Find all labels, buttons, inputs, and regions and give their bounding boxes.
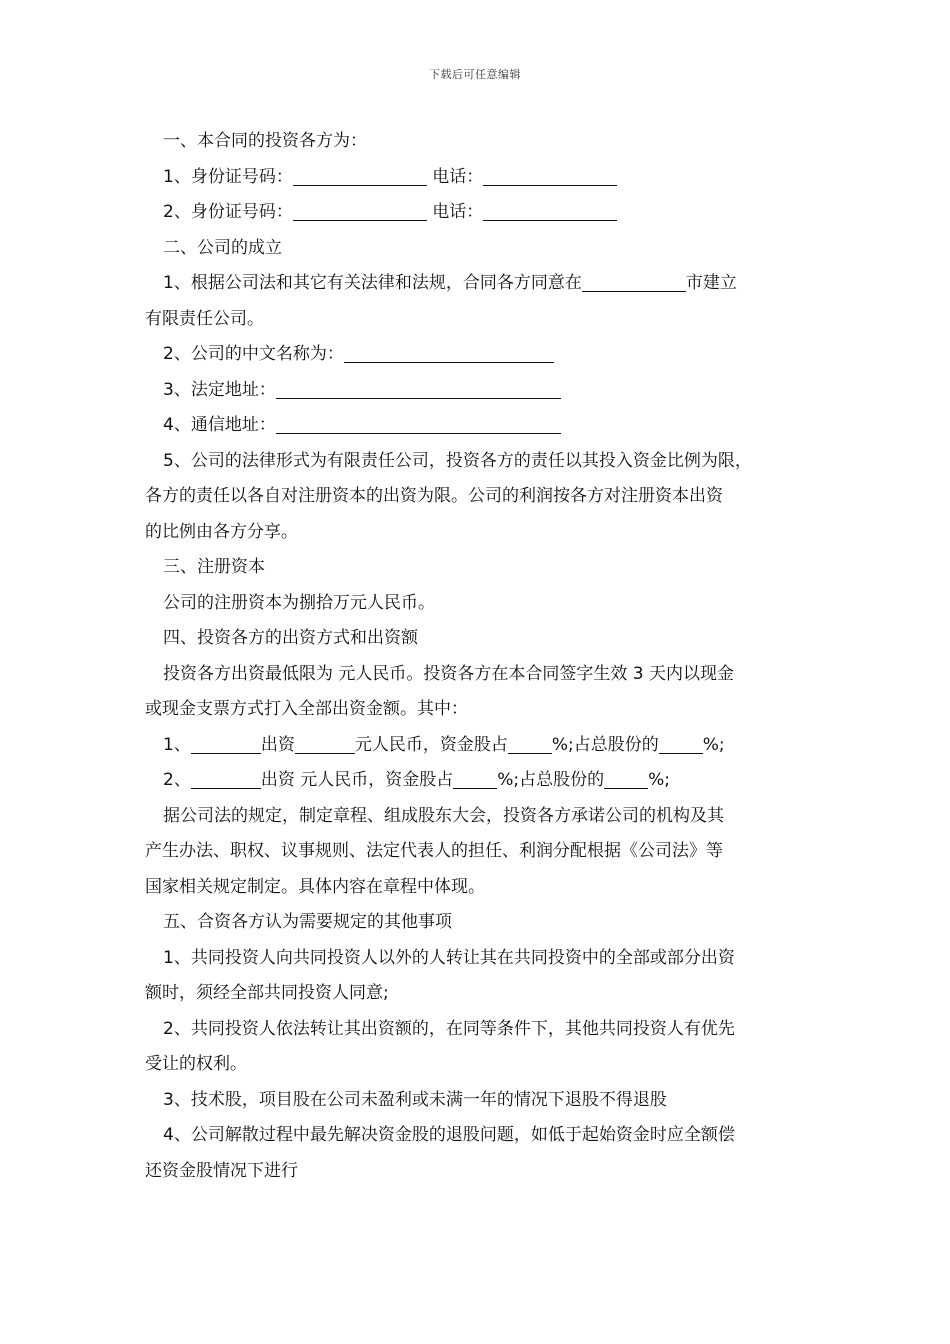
legal-address-row xyxy=(145,373,817,409)
paragraph-text: 元人民币，资金股占 xyxy=(354,734,508,755)
paragraph-text: 各方的责任以各自对注册资本的出资为限。公司的利润按各方对注册资本出资 xyxy=(145,486,723,506)
investor-1-row xyxy=(145,160,817,196)
chinese-name-blank[interactable] xyxy=(344,344,554,363)
mailing-address-blank[interactable] xyxy=(276,415,561,434)
paragraph-text: 产生办法、职权、议事规则、法定代表人的担任、利润分配根据《公司法》等 xyxy=(145,841,723,861)
investor-2-row xyxy=(145,195,817,231)
mailing-address-row xyxy=(145,408,817,444)
establishment-line xyxy=(145,266,817,302)
paragraph-text: 出资 xyxy=(260,734,295,755)
section-2-title: 二、公司的成立 xyxy=(163,237,282,258)
paragraph-text: 额时，须经全部共同投资人同意; xyxy=(145,983,389,1003)
paragraph-text: 1、共同投资人向共同投资人以外的人转让其在共同投资中的全部或部分出资 xyxy=(163,947,735,968)
section-5-title: 五、合资各方认为需要规定的其他事项 xyxy=(163,912,452,932)
paragraph-text: 国家相关规定制定。具体内容在章程中体现。 xyxy=(145,876,485,897)
paragraph-text: 公司的注册资本为捌拾万元人民币。 xyxy=(163,592,435,613)
paragraph-text: %;占总股份的 xyxy=(551,734,659,755)
paragraph-text: 4、公司解散过程中最先解决资金股的退股问题，如低于起始资金时应全额偿 xyxy=(163,1125,735,1145)
contract-body xyxy=(145,124,817,1189)
paragraph-text: 出资 元人民币，资金股占 xyxy=(260,770,454,790)
id-number-label: 2、身份证号码： xyxy=(163,202,293,222)
capital-share-blank[interactable] xyxy=(453,770,497,789)
city-blank[interactable] xyxy=(582,273,686,292)
section-1-title: 一、本合同的投资各方为： xyxy=(163,131,367,151)
paragraph-text: %; xyxy=(702,734,725,755)
id-number-blank[interactable] xyxy=(293,202,427,221)
amount-blank[interactable] xyxy=(295,735,355,754)
paragraph-text: 受让的权利。 xyxy=(145,1054,247,1074)
capital-share-blank[interactable] xyxy=(508,735,552,754)
paragraph-text: 投资各方出资最低限为 元人民币。投资各方在本合同签字生效 3 天内以现金 xyxy=(163,663,735,684)
id-number-blank[interactable] xyxy=(293,167,427,186)
phone-blank[interactable] xyxy=(483,202,617,221)
id-number-label: 1、身份证号码： xyxy=(163,166,293,187)
legal-address-label: 3、法定地址： xyxy=(163,379,276,400)
paragraph-text: 有限责任公司。 xyxy=(145,308,264,329)
paragraph-text: 3、技术股，项目股在公司未盈利或未满一年的情况下退股不得退股 xyxy=(163,1089,667,1110)
legal-address-blank[interactable] xyxy=(276,380,561,399)
paragraph-text: 的比例由各方分享。 xyxy=(145,521,298,542)
paragraph-text: 5、公司的法律形式为有限责任公司，投资各方的责任以其投入资金比例为限， xyxy=(163,450,752,471)
section-4-title: 四、投资各方的出资方式和出资额 xyxy=(163,628,418,648)
investor-name-blank[interactable] xyxy=(191,770,261,789)
phone-blank[interactable] xyxy=(483,167,617,186)
paragraph-text: 或现金支票方式打入全部出资金额。其中： xyxy=(145,699,468,719)
section-3-title: 三、注册资本 xyxy=(163,557,265,577)
paragraph-text: %; xyxy=(648,770,671,790)
total-share-blank[interactable] xyxy=(604,770,648,789)
paragraph-text: %;占总股份的 xyxy=(497,770,605,790)
row-number: 1、 xyxy=(163,734,191,755)
paragraph-text: 1、根据公司法和其它有关法律和法规，合同各方同意在 xyxy=(163,273,582,293)
mailing-address-label: 4、通信地址： xyxy=(163,415,276,435)
paragraph-text: 还资金股情况下进行 xyxy=(145,1160,298,1181)
total-share-blank[interactable] xyxy=(659,735,703,754)
paragraph-text: 2、共同投资人依法转让其出资额的，在同等条件下，其他共同投资人有优先 xyxy=(163,1018,735,1039)
chinese-name-label: 2、公司的中文名称为： xyxy=(163,344,344,364)
contribution-row-1 xyxy=(145,728,817,764)
row-number: 2、 xyxy=(163,770,191,790)
phone-label: 电话： xyxy=(432,166,484,187)
paragraph-text: 市建立 xyxy=(685,273,737,293)
contribution-row-2 xyxy=(145,763,817,799)
phone-label: 电话： xyxy=(432,202,484,222)
page-header: 下载后可任意编辑 xyxy=(429,68,521,81)
investor-name-blank[interactable] xyxy=(191,735,261,754)
chinese-name-row xyxy=(145,337,817,373)
paragraph-text: 据公司法的规定，制定章程、组成股东大会，投资各方承诺公司的机构及其 xyxy=(163,805,724,826)
